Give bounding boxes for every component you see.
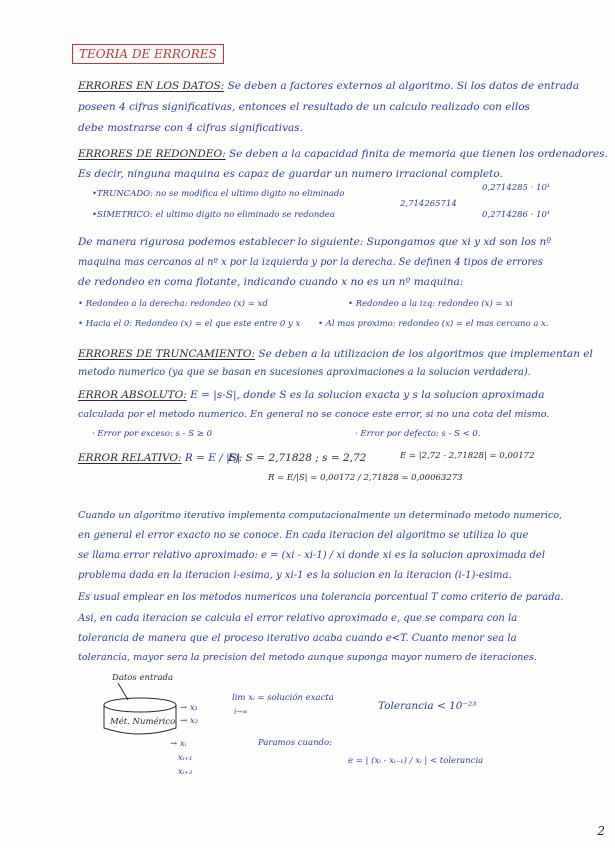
tolerance-text: Tolerancia < 10⁻²³ (378, 700, 477, 712)
text-truncamiento-1: Se deben a la utilizacion de los algoritmos que implementan el (258, 348, 593, 360)
text-iterativo-4: problema dada en la iteracion i-esima, y xi-1 es la solucion en la iteracion (i-1)-esima. (78, 570, 512, 581)
heading-relativo: ERROR RELATIVO: (78, 452, 182, 464)
page-number: 2 (597, 824, 605, 838)
text-redondeo-derecha: • Redondeo a la derecha: redondeo (x) = xd (78, 299, 268, 309)
text-datos-2: poseen 4 cifras significativas, entonces el resultado de un calculo realizado con ellos (78, 101, 530, 113)
text-redondeo-1: Se deben a la capacidad finita de memoria que tienen los ordenadores. (228, 148, 608, 160)
text-hacia-cero: • Hacia el 0: Redondeo (x) = el que este entre 0 y x (78, 319, 301, 329)
diagram-output-5: xᵢ₊₂ (178, 767, 193, 777)
number-symmetric: 0,2714286 · 10¹ (482, 210, 551, 220)
text-iterativo-3: se llama error relativo aproximado: e = (xi - xi-1) / xi donde xi es la solucion aproximada del (78, 550, 546, 561)
text-error-defecto: · Error por defecto: s - S < 0. (355, 429, 481, 439)
example-values: Ej: S = 2,71828 ; s = 2,72 (228, 452, 367, 464)
diagram-input-label: Datos entrada (112, 673, 174, 683)
text-iterativo-5: Es usual emplear en los metodos numericos una tolerancia porcentual T como criterio de parada. (78, 592, 564, 603)
example-absolute-error: E = |2,72 - 2,71828| = 0,00172 (400, 451, 535, 461)
text-datos-1: Se deben a factores externos al algoritmo. Si los datos de entrada (227, 80, 580, 92)
stop-text: Paramos cuando: (258, 738, 332, 748)
text-truncado: •TRUNCADO: no se modifica el ultimo digito no eliminado (92, 189, 345, 199)
text-iterativo-8: tolerancia, mayor sera la precision del metodo aunque suponga mayor numero de iteraciones. (78, 652, 537, 663)
formula-relativo: R = E / |S| (184, 452, 241, 464)
heading-datos: ERRORES EN LOS DATOS: (78, 80, 225, 92)
text-redondeo-izquierda: • Redondeo a la izq: redondeo (x) = xi (348, 299, 513, 309)
cylinder-top (104, 698, 176, 712)
text-redondeo-2: Es decir, ninguna maquina es capaz de guardar un numero irracional completo. (78, 168, 503, 180)
text-truncamiento-2: metodo numerico (ya que se basan en sucesiones aproximaciones a la solucion verdadera). (78, 367, 531, 378)
page-title: TEORIA DE ERRORES (72, 44, 224, 64)
diagram-output-1: → x₁ (180, 703, 199, 713)
text-iterativo-1: Cuando un algoritmo iterativo implementa computacionalmente un determinado metodo numerico, (78, 510, 563, 521)
text-simetrico: •SIMETRICO: el ultimo digito no eliminado se redondea (92, 210, 335, 220)
heading-redondeo: ERRORES DE REDONDEO: (78, 148, 226, 160)
number-example: 2,714265714 (400, 199, 457, 209)
text-iterativo-7: tolerancia de manera que el proceso iterativo acaba cuando e<T. Cuanto menor sea la (78, 633, 517, 644)
number-truncated: 0,2714285 · 10¹ (482, 183, 551, 193)
diagram-output-4: xᵢ₊₁ (178, 753, 193, 763)
text-riguroso-3: de redondeo en coma flotante, indicando cuando x no es un nº maquina: (78, 276, 464, 288)
limit-subscript: i→∞ (234, 708, 248, 716)
example-relative-error: R = E/|S| = 0,00172 / 2,71828 = 0,00063273 (268, 473, 463, 483)
diagram-box-label: Mét. Numérico (110, 717, 176, 727)
input-arrow (118, 683, 128, 700)
text-riguroso-1: De manera rigurosa podemos establecer lo siguiente: Supongamos que xi y xd son los nº (78, 236, 552, 248)
diagram-output-3: → xᵢ (170, 739, 187, 749)
text-absoluto-1: E = |s-S|, donde S es la solucion exacta y s la solucion aproximada (190, 389, 545, 401)
diagram-output-2: → x₂ (180, 716, 199, 726)
text-mas-proximo: • Al mas proximo: redondeo (x) = el mas cercano a x. (318, 319, 549, 329)
text-iterativo-2: en general el error exacto no se conoce. En cada iteracion del algoritmo se utiliza lo que (78, 530, 529, 541)
heading-truncamiento: ERRORES DE TRUNCAMIENTO: (78, 348, 256, 360)
heading-absoluto: ERROR ABSOLUTO: (78, 389, 187, 401)
text-iterativo-6: Asi, en cada iteracion se calcula el error relativo aproximado e, que se compara con la (78, 613, 518, 624)
stop-formula: e = | (xᵢ - xᵢ₋₁) / xᵢ | < tolerancia (348, 756, 484, 766)
text-datos-3: debe mostrarse con 4 cifras significativas. (78, 122, 304, 134)
text-absoluto-2: calculada por el metodo numerico. En general no se conoce este error, si no una cota del mismo. (78, 409, 550, 420)
limit-text: lim xᵢ = solución exacta (232, 693, 334, 703)
text-error-exceso: · Error por exceso: s - S ≥ 0 (92, 429, 212, 439)
text-riguroso-2: maquina mas cercanos al nº x por la izquierda y por la derecha. Se definen 4 tipos de errores (78, 257, 543, 268)
